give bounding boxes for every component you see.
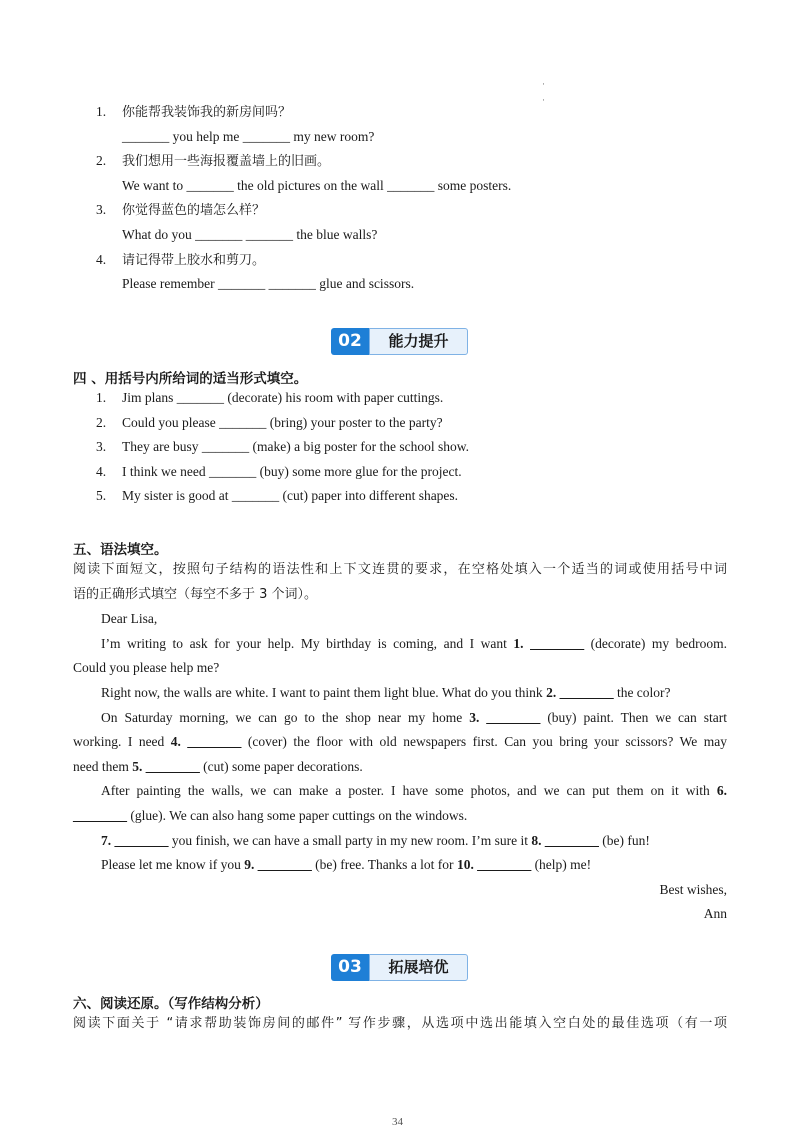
letter-closing: Best wishes, — [659, 881, 727, 897]
translation-answer-4: Please remember _______ _______ glue and scissors. — [122, 276, 415, 292]
letter-greeting: Dear Lisa, — [101, 611, 158, 627]
letter-p1-line2: Could you please help me? — [73, 660, 220, 676]
section-6-title: 六、阅读还原。（写作结构分析） — [73, 996, 269, 1012]
translation-item-2: 2. 我们想用一些海报覆盖墙上的旧画。 — [96, 153, 331, 170]
letter-p5: 7. ________ you finish, we can have a small party in my new room. I’m sure it 8. ________ (be) fun! — [101, 832, 650, 848]
section-5-title: 五、语法填空。 — [73, 542, 168, 558]
section-banner-02 — [331, 328, 468, 355]
letter-p4-line1: After painting the walls, we can make a poster. I have some photos, and we can put them on it with 6. — [101, 783, 727, 799]
translation-list — [96, 100, 736, 297]
section-5-instruction-line2: 语的正确形式填空（每空不多于 3 个词）。 — [73, 586, 318, 602]
letter-p3-line3: need them 5. ________ (cut) some paper decorations. — [73, 758, 363, 774]
page-number: 34 — [392, 1116, 403, 1128]
letter-p2: Right now, the walls are white. I want to paint them light blue. What do you think 2. ________ the color? — [101, 684, 671, 700]
blank-3: ________ — [486, 709, 541, 725]
blank-7: ________ — [114, 832, 169, 848]
translation-item-4: 4. 请记得带上胶水和剪刀。 — [96, 251, 266, 268]
fill-item-4: 4. I think we need _______ (buy) some more glue for the project. — [96, 463, 462, 479]
blank-6: ________ — [73, 807, 127, 823]
fill-item-5: 5. My sister is good at _______ (cut) paper into different shapes. — [96, 488, 459, 504]
letter-p6: Please let me know if you 9. ________ (be) free. Thanks a lot for 10. ________ (help) me! — [101, 857, 592, 873]
letter-signature: Ann — [703, 906, 727, 922]
blank-5: ________ — [145, 758, 200, 774]
section-banner-03 — [331, 954, 468, 981]
banner-number: 03 — [331, 954, 369, 981]
blank-1: ________ — [530, 635, 585, 651]
fill-item-2: 2. Could you please _______ (bring) your poster to the party? — [96, 414, 443, 430]
fill-item-3: 3. They are busy _______ (make) a big poster for the school show. — [96, 439, 470, 455]
banner-label: 能力提升 — [369, 328, 468, 355]
banner-number: 02 — [331, 328, 369, 355]
blank-4: ________ — [187, 734, 242, 750]
blank-8: ________ — [544, 832, 599, 848]
section-5-body — [73, 558, 727, 927]
letter-p4-line2: ________ (glue). We can also hang some paper cuttings on the windows. — [73, 807, 468, 823]
blank-9: ________ — [257, 857, 312, 873]
section-6-body — [73, 1012, 727, 1037]
section-5-instruction-line1: 阅读下面短文，按照句子结构的语法性和上下文连贯的要求，在空格处填入一个适当的词或使用括号中词 — [73, 562, 727, 577]
section-4-title: 四 、用括号内所给词的适当形式填空。 — [73, 371, 308, 387]
letter-p1-line1: I’m writing to ask for your help. My birthday is coming, and I want 1. ________ (decorate) my bedroom. — [101, 635, 728, 651]
translation-answer-1: _______ you help me _______ my new room? — [122, 128, 375, 144]
blank-2: ________ — [559, 684, 614, 700]
translation-answer-2: We want to _______ the old pictures on the wall _______ some posters. — [122, 177, 512, 193]
banner-label: 拓展培优 — [369, 954, 468, 981]
translation-item-3: 3. 你觉得蓝色的墙怎么样？ — [96, 202, 266, 219]
decorative-dots: · · — [542, 79, 545, 105]
translation-item-1: 1. 你能帮我装饰我的新房间吗？ — [96, 104, 292, 120]
fill-item-1: 1. Jim plans _______ (decorate) his room with paper cuttings. — [96, 390, 444, 405]
translation-answer-3: What do you _______ _______ the blue walls? — [122, 226, 378, 242]
section-4-list — [96, 386, 736, 509]
blank-10: ________ — [477, 857, 532, 873]
section-6-instruction-line1: 阅读下面关于 “请求帮助装饰房间的邮件” 写作步骤，从选项中选出能填入空白处的最佳选项（有一项 — [73, 1016, 727, 1031]
letter-p3-line2: working. I need 4. ________ (cover) the floor with old newspapers first. Can you bring your scissors? We may — [73, 734, 727, 750]
letter-p3-line1: On Saturday morning, we can go to the shop near my home 3. ________ (buy) paint. Then we can start — [101, 709, 728, 725]
